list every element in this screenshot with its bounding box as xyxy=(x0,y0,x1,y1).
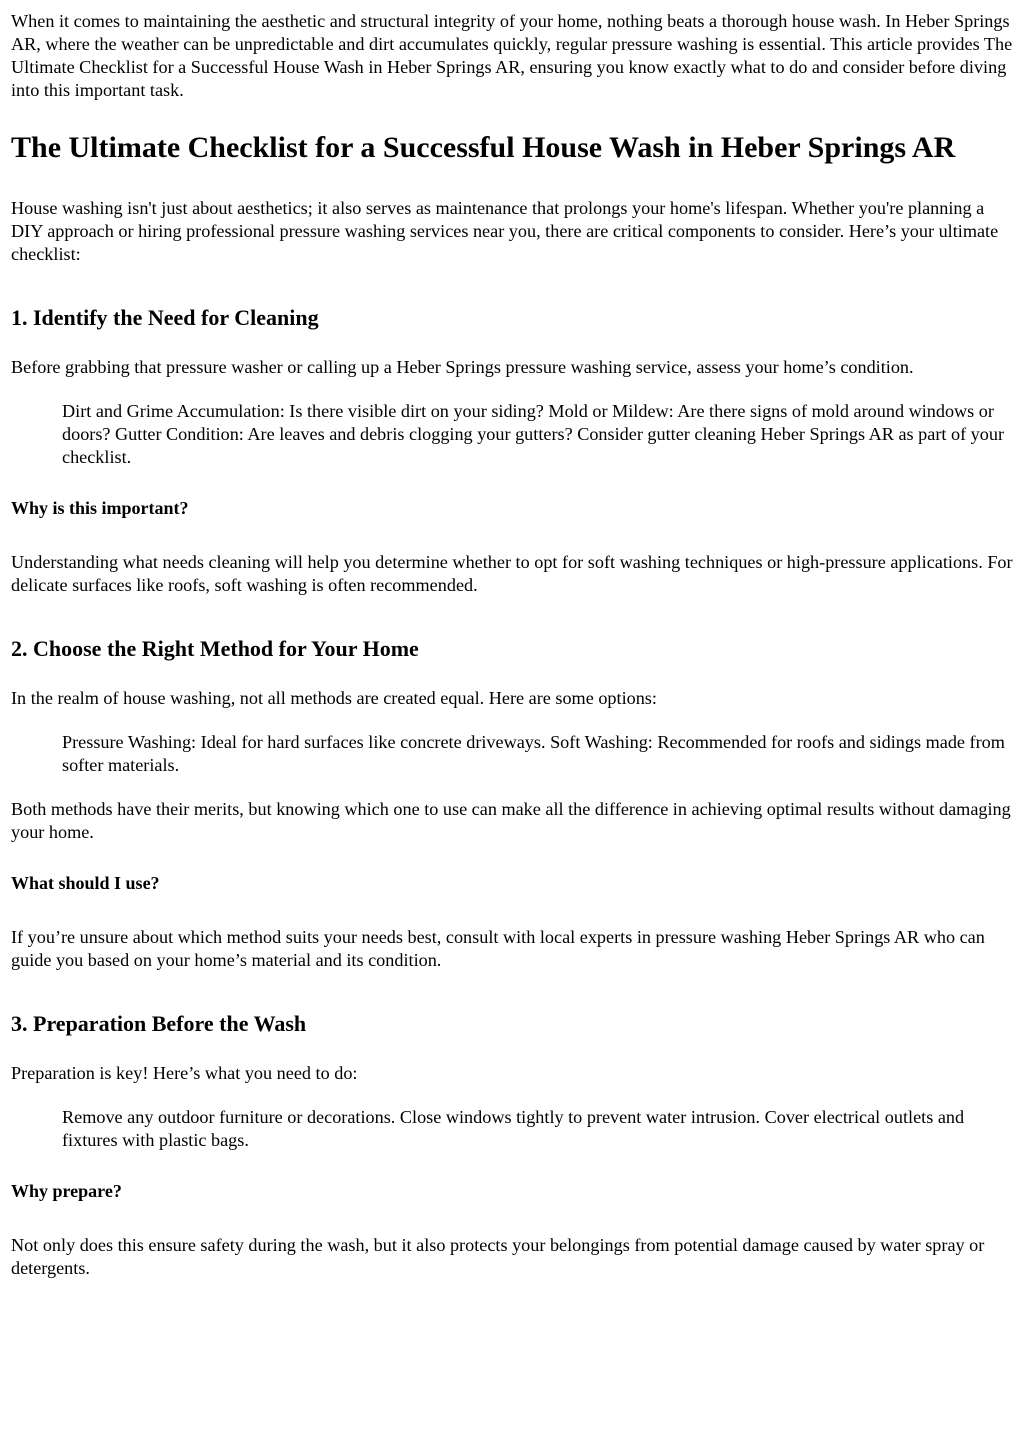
section-2-subtext: If you’re unsure about which method suits your needs best, consult with local experts in pressure washing Heber Springs AR who can guide you based on your home’s material and its condition. xyxy=(11,927,985,970)
section-3-heading: 3. Preparation Before the Wash xyxy=(11,1011,307,1036)
section-1-subheading: Why is this important? xyxy=(11,498,189,518)
section-2-checklist: Pressure Washing: Ideal for hard surfaces like concrete driveways. Soft Washing: Recommended for roofs and sidings made from softer materials. xyxy=(62,732,1005,775)
section-3-subheading: Why prepare? xyxy=(11,1181,122,1201)
section-2-after-checklist: Both methods have their merits, but knowing which one to use can make all the difference in achieving optimal results without damaging your home. xyxy=(11,799,1011,842)
section-1-subtext: Understanding what needs cleaning will help you determine whether to opt for soft washing techniques or high-pressure applications. For delicate surfaces like roofs, soft washing is often recommended. xyxy=(11,552,1013,595)
section-1-text: Before grabbing that pressure washer or calling up a Heber Springs pressure washing service, assess your home’s condition. xyxy=(11,357,914,377)
section-3-subtext: Not only does this ensure safety during the wash, but it also protects your belongings from potential damage caused by water spray or detergents. xyxy=(11,1235,985,1278)
section-2-text: In the realm of house washing, not all methods are created equal. Here are some options: xyxy=(11,688,657,708)
intro-paragraph: When it comes to maintaining the aesthetic and structural integrity of your home, nothing beats a thorough house wash. In Heber Springs AR, where the weather can be unpredictable and dirt accumulates quickly, regular pressure washing is essential. This article provides The Ultimate Checklist for a Successful House Wash in Heber Springs AR, ensuring you know exactly what to do and consider before diving into this important task. xyxy=(11,11,1013,100)
section-3-text: Preparation is key! Here’s what you need to do: xyxy=(11,1063,358,1083)
overview-paragraph: House washing isn't just about aesthetics; it also serves as maintenance that prolongs your home's lifespan. Whether you're planning a DIY approach or hiring professional pressure washing services near you, there are critical components to consider. Here’s your ultimate checklist: xyxy=(11,198,999,264)
page-title: The Ultimate Checklist for a Successful House Wash in Heber Springs AR xyxy=(11,131,956,164)
section-2-heading: 2. Choose the Right Method for Your Home xyxy=(11,636,419,661)
section-3-checklist: Remove any outdoor furniture or decorations. Close windows tightly to prevent water intrusion. Cover electrical outlets and fixtures with plastic bags. xyxy=(62,1107,965,1150)
section-1-checklist: Dirt and Grime Accumulation: Is there visible dirt on your siding? Mold or Mildew: Are there signs of mold around windows or doors? Gutter Condition: Are leaves and debris clogging your gutters? Consider gutter cleaning Heber Springs AR as part of your checklist. xyxy=(62,401,1005,467)
section-1-heading: 1. Identify the Need for Cleaning xyxy=(11,305,319,330)
section-2-subheading: What should I use? xyxy=(11,873,160,893)
